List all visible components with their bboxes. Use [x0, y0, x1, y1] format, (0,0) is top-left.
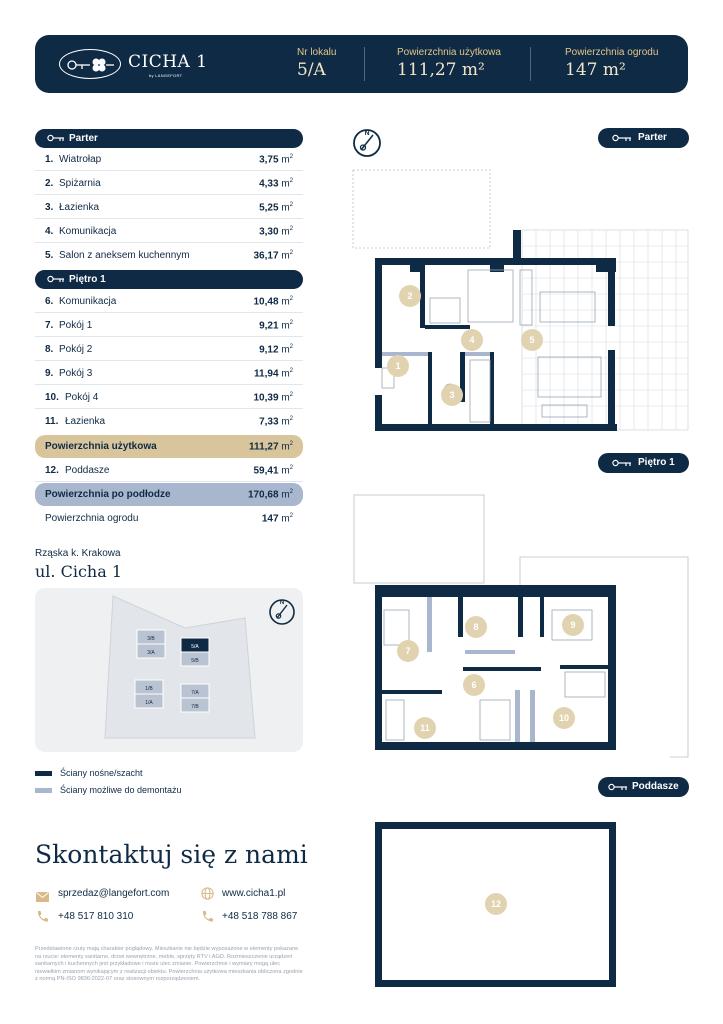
room-badge: 10: [558, 713, 570, 723]
room-area: 9,21 $m^2$: [259, 320, 293, 332]
plan-label-ground: Parter: [598, 128, 689, 148]
map-label: 1/B: [145, 686, 153, 692]
map-label: 1/A: [145, 700, 153, 706]
map-label: 3/A: [147, 650, 155, 656]
room-name: Salon z aneksem kuchennym: [59, 250, 190, 261]
room-badge: 9: [570, 620, 576, 630]
room-badge: 12: [490, 899, 502, 909]
room-name: Wiatrołap: [59, 154, 102, 165]
map-label: 7/A: [191, 690, 199, 696]
legend-removable: Ściany możliwe do demontażu: [60, 785, 182, 795]
usable-area-row-value: 111,27 $m^2$: [249, 441, 293, 453]
room-badge: 7: [405, 646, 411, 656]
garden-area-row-label: Powierzchnia ogrodu: [45, 513, 139, 524]
ground-floor-plan: [353, 170, 688, 431]
room-number: 5.: [45, 250, 54, 261]
room-number: 12.: [45, 465, 59, 476]
room-area: 3,30 $m^2$: [259, 226, 293, 238]
location-town: Rząska k. Krakowa: [35, 548, 121, 559]
room-area: 10,39 $m^2$: [253, 392, 293, 404]
compass-icon: [354, 130, 380, 156]
room-name: Pokój 2: [59, 344, 93, 355]
disclaimer: Przedstawione rzuty mają charakter poglądowy. Mieszkanie nie będzie wyposażone w elementy pokazane na rzucie: elementy sanitarne, drzwi wewnętrzne, meble, sprzęty RTV i AGD. Rozmieszczenie urządzeń sanitarnych i kuchennych jest przykładowe i może ulec zmianie. Powierzchnie i wymiary mogą ulec niewielkim zmianom wynikającym z realizacji obiektu. Powierzchnia użytkowa mieszkania obliczona zgodnie z normą PN-ISO 9836:2022-07 oraz stosownym rozporządzeniem.: [35, 946, 303, 983]
usable-area-row-label: Powierzchnia użytkowa: [45, 441, 157, 452]
email-link[interactable]: sprzedaz@langefort.com: [58, 888, 170, 899]
plan-label-first: Piętro 1: [598, 453, 689, 473]
svg-text:N: N: [279, 600, 285, 606]
room-area: 3,75 $m^2$: [259, 154, 293, 166]
floor-area-row-label: Powierzchnia po podłodze: [45, 489, 171, 500]
phone-link-1[interactable]: +48 517 810 310: [58, 911, 134, 922]
room-area: 9,12 $m^2$: [259, 344, 293, 356]
room-name: Komunikacja: [59, 296, 117, 307]
room-name: Łazienka: [59, 202, 100, 213]
room-badge: 4: [469, 335, 475, 345]
map-label: 7/B: [191, 704, 199, 710]
usable-area-value: 111,27 m²: [397, 60, 485, 80]
contact-title: Skontaktuj się z nami: [35, 840, 308, 869]
website-link[interactable]: www.cicha1.pl: [222, 888, 286, 899]
map-label: 5/B: [191, 658, 199, 664]
room-number: 8.: [45, 344, 54, 355]
garden-area-row-value: 147 $m^2$: [261, 513, 293, 525]
room-badge: 6: [471, 680, 477, 690]
room-badge: 3: [449, 390, 455, 400]
room-area: 7,33 $m^2$: [259, 416, 293, 428]
map-label: 3/B: [147, 636, 155, 642]
logo-subtitle: by LANGEFORT: [149, 73, 183, 78]
room-number: 9.: [45, 368, 54, 379]
room-number: 4.: [45, 226, 54, 237]
floor-area-row-value: 170,68 $m^2$: [247, 489, 293, 501]
room-area: 5,25 $m^2$: [259, 202, 293, 214]
phone-link-2[interactable]: +48 518 788 867: [222, 911, 298, 922]
first-floor-plan: [354, 495, 688, 757]
svg-text:N: N: [364, 130, 370, 137]
map-label: 5/A: [191, 644, 199, 650]
location-street: ul. Cicha 1: [35, 562, 123, 581]
room-number: 1.: [45, 154, 54, 165]
room-name: Pokój 4: [65, 392, 99, 403]
room-area: 36,17 $m^2$: [253, 250, 293, 262]
room-name: Pokój 1: [59, 320, 93, 331]
logo-name: CICHA 1: [128, 52, 208, 72]
room-name: Łazienka: [65, 416, 106, 427]
room-area: 10,48 $m^2$: [253, 296, 293, 308]
room-badge: 11: [420, 723, 430, 733]
room-number: 7.: [45, 320, 54, 331]
room-name: Komunikacja: [59, 226, 117, 237]
room-area: 11,94 $m^2$: [254, 368, 293, 380]
room-area: 59,41 $m^2$: [253, 465, 293, 477]
garden-area-value: 147 m²: [565, 60, 626, 80]
room-number: 3.: [45, 202, 54, 213]
room-number: 2.: [45, 178, 54, 189]
unit-number-value: 5/A: [297, 60, 326, 80]
room-number: 6.: [45, 296, 54, 307]
unit-number-label: Nr lokalu: [297, 47, 337, 58]
room-name: Pokój 3: [59, 368, 93, 379]
room-number: 11.: [45, 416, 59, 427]
room-number: 10.: [45, 392, 59, 403]
room-area: 4,33 $m^2$: [259, 178, 293, 190]
room-badge: 5: [529, 335, 535, 345]
room-badge: 1: [395, 361, 401, 371]
room-badge: 8: [473, 622, 479, 632]
room-name: Poddasze: [65, 465, 110, 476]
room-name: Spiżarnia: [59, 178, 101, 189]
floor-header-label: Piętro 1: [69, 274, 106, 285]
attic-plan: [375, 822, 616, 987]
floor-header-label: Parter: [69, 133, 98, 144]
room-badge: 2: [407, 291, 413, 301]
plan-label-attic: Poddasze: [598, 777, 689, 797]
garden-area-label: Powierzchnia ogrodu: [565, 47, 659, 58]
usable-area-label: Powierzchnia użytkowa: [397, 47, 501, 58]
legend-load-bearing: Ściany nośne/szacht: [60, 768, 143, 778]
